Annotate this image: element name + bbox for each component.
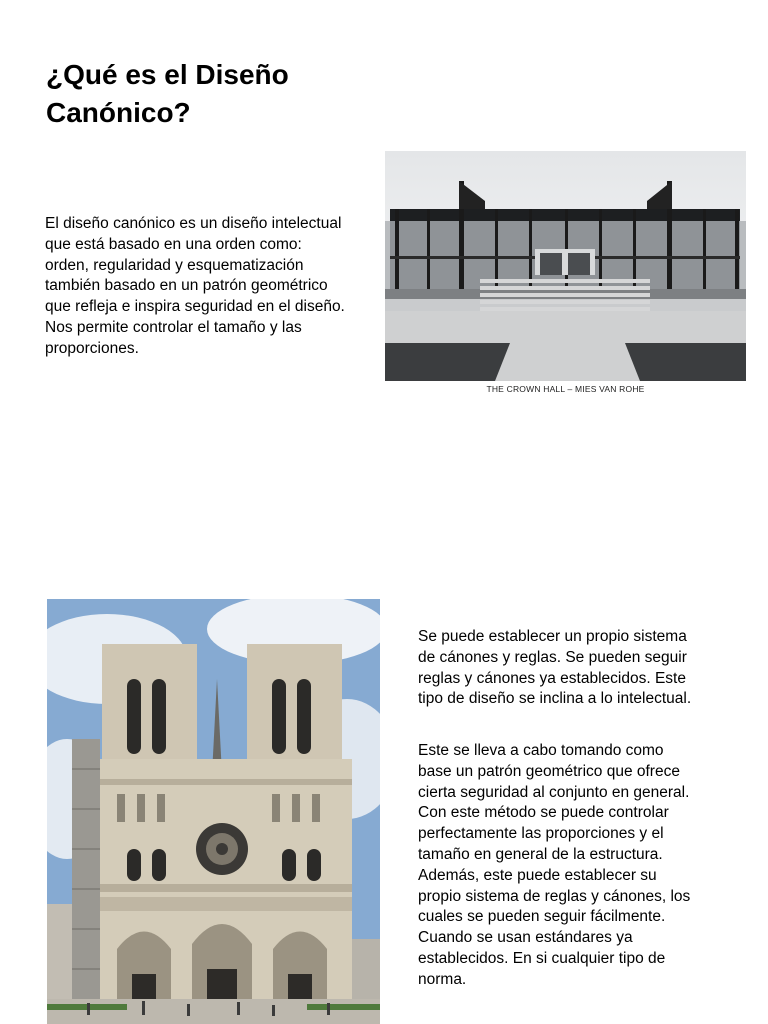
crown-hall-caption: THE CROWN HALL – MIES VAN ROHE xyxy=(486,384,645,394)
intro-paragraph: El diseño canónico es un diseño intelectual que está basado en una orden como: orden, regularidad y esquematización también basado en un patrón geométrico que refleja e inspira seguridad en el diseño. Nos permite controlar el tamaño y las proporciones. xyxy=(45,215,345,357)
page-title: ¿Qué es el Diseño Canónico? xyxy=(46,59,289,128)
canon-rules-paragraph: Se puede establecer un propio sistema de cánones y reglas. Se pueden seguir reglas y cánones ya establecidos. Este tipo de diseño se inclina a lo intelectual. xyxy=(418,628,692,708)
geometric-pattern-paragraph: Este se lleva a cabo tomando como base un patrón geométrico que ofrece cierta seguridad al conjunto en general. Con este método se puede controlar perfectamente las proporciones y el tamaño en general de la estructura. Además, este puede establecer su propio sistema de reglas y cánones, los cuales se pueden seguir fácilmente. Cuando se usan estándares ya establecidos. En si cualquier tipo de norma. xyxy=(418,742,691,988)
crown-hall-photo xyxy=(385,151,746,381)
notre-dame-photo xyxy=(47,599,380,1024)
